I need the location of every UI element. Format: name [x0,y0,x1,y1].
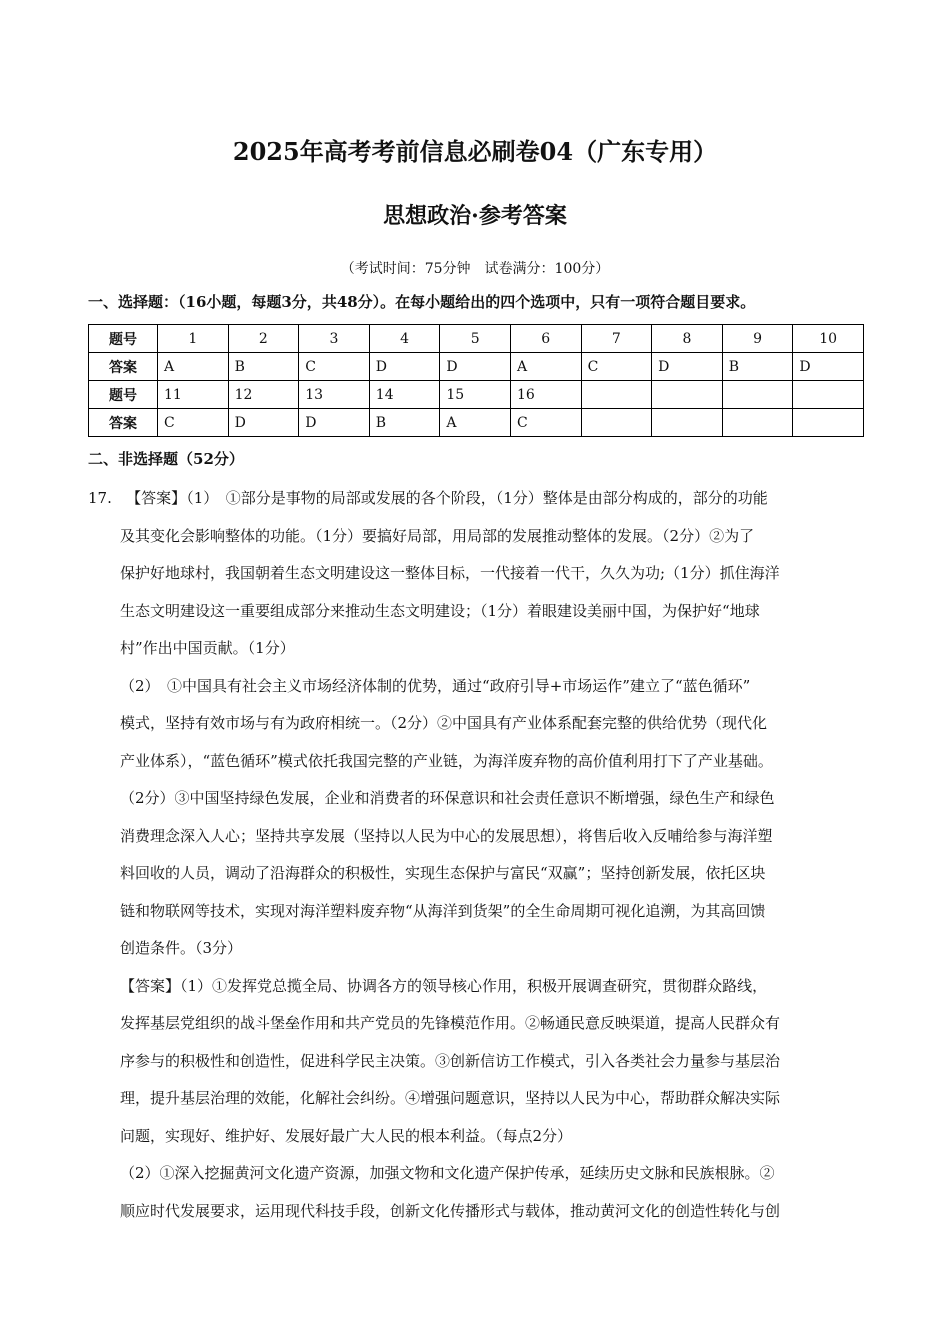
answer-cell [652,409,723,437]
question-number: 11 [158,381,229,409]
answer-tag: 【答案】 [120,976,181,995]
section-choice-heading: 一、选择题：（16小题，每题3分，共48分）。在每小题给出的四个选项中，只有一项符合题目要求。 [88,293,756,311]
row-label: 答案 [89,353,158,381]
answer-tag: 【答案】 [126,489,187,507]
question-number: 4 [369,325,440,353]
answer-cell: C [510,409,581,437]
answer-cell: D [369,353,440,381]
q17-line [88,480,868,518]
row-label: 题号 [89,381,158,409]
answer-cell: D [793,353,864,381]
answer-line: 模式，坚持有效市场与有为政府相统一。（2分）②中国具有产业体系配套完整的供给优势（现代化 [120,714,768,732]
row-label: 答案 [89,409,158,437]
answer-line: 生态文明建设这一重要组成部分来推动生态文明建设；（1分）着眼建设美丽中国，为保护好“地球 [120,601,760,620]
table-row [89,325,864,353]
question-number: 7 [581,325,652,353]
exam-info: （考试时间：75分钟 试卷满分：100分） [340,261,610,277]
answer-cell: D [440,353,511,381]
answer-line: （2分）③中国坚持绿色发展，企业和消费者的环保意识和社会责任意识不断增强，绿色生产和绿色 [120,789,775,807]
question-number: 5 [440,325,511,353]
answer-line: 料回收的人员，调动了沿海群众的积极性，实现生态保护与富民“双赢”；坚持创新发展，依托区块 [120,864,766,882]
answer-line: （2） ①中国具有社会主义市场经济体制的优势，通过“政府引导+市场运作”建立了“蓝色循环” [120,676,751,695]
answer-line: 及其变化会影响整体的功能。（1分）要搞好局部，用局部的发展推动整体的发展。（2分）②为了 [120,526,755,545]
answer-body [88,480,868,1230]
answer-cell: A [440,409,511,437]
table-row [89,381,864,409]
answer-line: 问题，实现好、维护好、发展好最广大人民的根本利益。（每点2分） [120,1126,573,1145]
question-number: 15 [440,381,511,409]
answer-cell: A [510,353,581,381]
answer-cell: D [299,409,370,437]
answer-line: 村”作出中国贡献。（1分） [120,639,295,657]
answer-text: （1）①发挥党总揽全局、协调各方的领导核心作用，积极开展调查研究，贯彻群众路线， [180,976,768,995]
question-number: 17. [88,489,112,507]
question-number: 8 [652,325,723,353]
question-number: 12 [228,381,299,409]
q18-line [88,968,868,1006]
answer-cell: C [581,353,652,381]
answer-line: 保护好地球村，我国朝着生态文明建设这一整体目标，一代接着一代干，久久为功;（1分）抓住海洋 [120,564,780,582]
question-number: 14 [369,381,440,409]
answer-cell: C [158,409,229,437]
answer-cell: B [722,353,793,381]
question-number [581,381,652,409]
question-number: 1 [158,325,229,353]
answer-cell: B [369,409,440,437]
answer-text: （1） ①部分是事物的局部或发展的各个阶段，（1分）整体是由部分构成的，部分的功能 [186,489,768,507]
document-subtitle: 思想政治·参考答案 [383,203,567,229]
question-number: 2 [228,325,299,353]
answer-cell [793,409,864,437]
row-label: 题号 [89,325,158,353]
section-open-heading: 二、非选择题（52分） [88,450,244,468]
answer-line: 创造条件。（3分） [120,939,243,957]
answer-cell: B [228,353,299,381]
question-number: 3 [299,325,370,353]
table-row [89,409,864,437]
table-row [89,353,864,381]
question-number [652,381,723,409]
answer-cell: C [299,353,370,381]
answer-line: 序参与的积极性和创造性，促进科学民主决策。③创新信访工作模式，引入各类社会力量参与基层治 [120,1051,781,1070]
question-number: 9 [722,325,793,353]
answer-cell: A [158,353,229,381]
question-number: 16 [510,381,581,409]
answer-cell [581,409,652,437]
answer-line: 顺应时代发展要求，运用现代科技手段，创新文化传播形式与载体，推动黄河文化的创造性转化与创 [120,1201,781,1220]
answer-line: （2）①深入挖掘黄河文化遗产资源，加强文物和文化遗产保护传承，延续历史文脉和民族根脉。② [120,1164,775,1182]
question-number [722,381,793,409]
document-title: 2025年高考考前信息必刷卷04（广东专用） [232,137,718,166]
answer-line: 理，提升基层治理的效能，化解社会纠纷。④增强问题意识，坚持以人民为中心，帮助群众解决实际 [120,1089,781,1107]
answer-line: 链和物联网等技术，实现对海洋塑料废弃物“从海洋到货架”的全生命周期可视化追溯，为其高回馈 [120,901,766,920]
question-number: 6 [510,325,581,353]
answer-cell: D [228,409,299,437]
answer-table [88,324,864,437]
answer-cell [722,409,793,437]
answer-line: 发挥基层党组织的战斗堡垒作用和共产党员的先锋模范作用。②畅通民意反映渠道，提高人民群众有 [120,1014,781,1032]
answer-line: 消费理念深入人心；坚持共享发展（坚持以人民为中心的发展思想），将售后收入反哺给参与海洋塑 [120,826,773,845]
question-number: 13 [299,381,370,409]
answer-line: 产业体系），“蓝色循环”模式依托我国完整的产业链，为海洋废弃物的高价值利用打下了产业基础。 [120,751,773,770]
answer-cell: D [652,353,723,381]
question-number: 10 [793,325,864,353]
question-number [793,381,864,409]
